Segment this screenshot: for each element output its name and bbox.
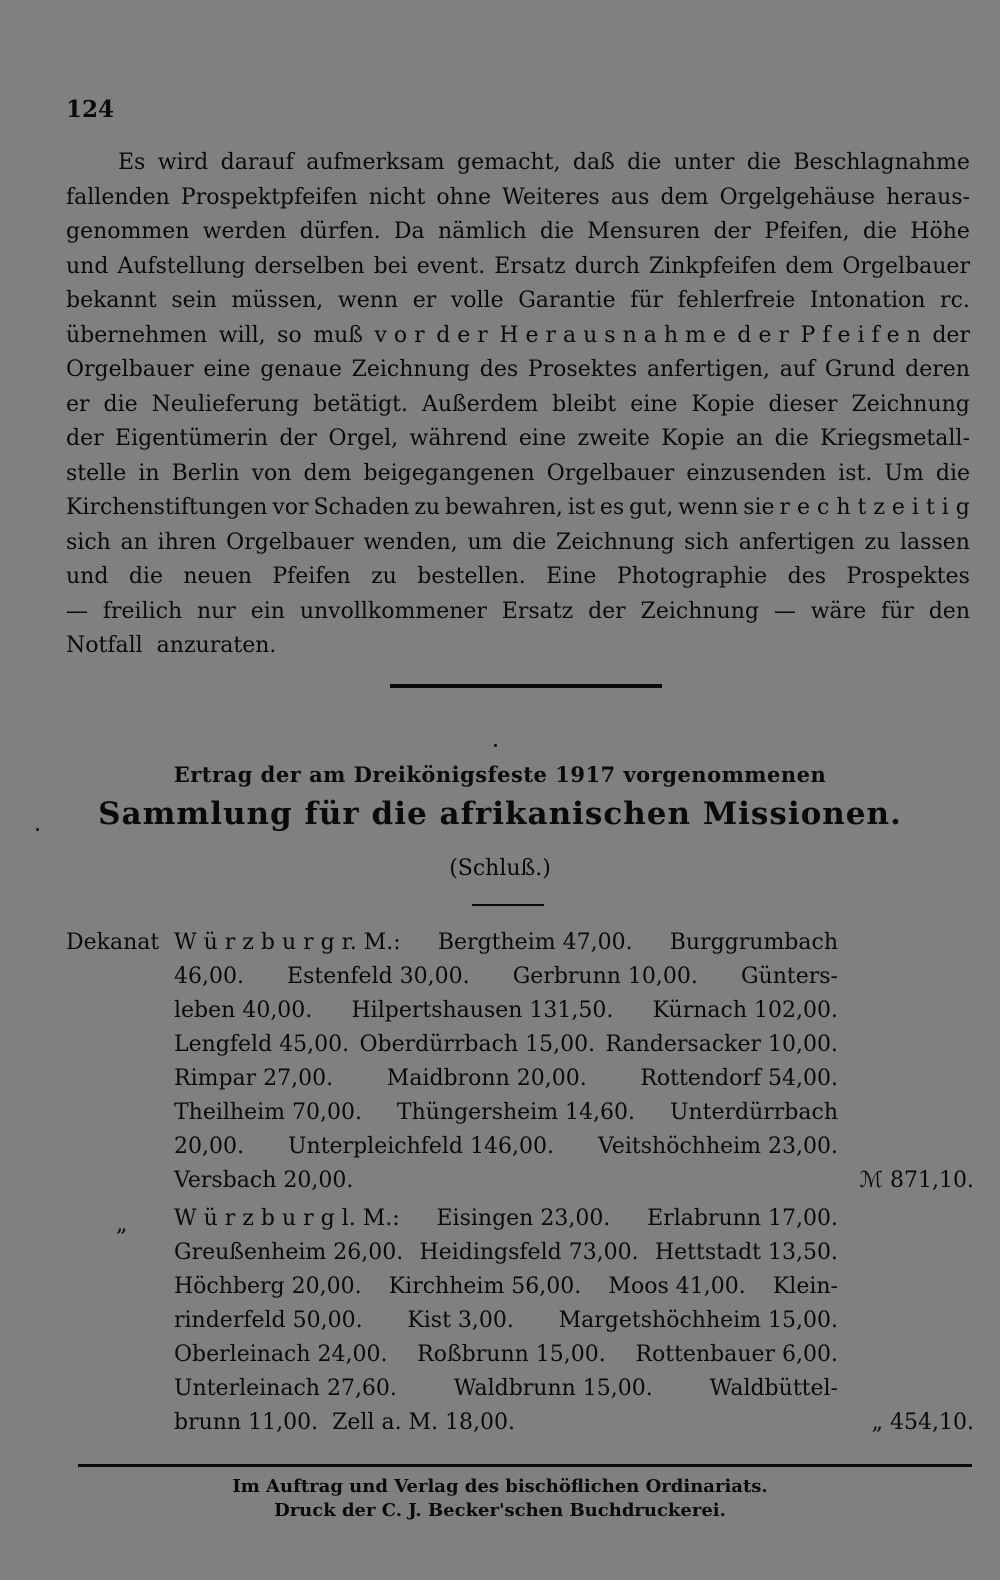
text-line bbox=[66, 319, 970, 354]
word: fehlerfreie bbox=[677, 288, 796, 313]
text-line bbox=[174, 960, 838, 994]
dekanat-label: Dekanat bbox=[66, 930, 160, 955]
word: Photographie bbox=[616, 564, 768, 589]
footer-printer: Druck der C. J. Becker'schen Buchdruckerei. bbox=[274, 1500, 726, 1521]
word: die bbox=[627, 150, 662, 175]
word: in bbox=[138, 460, 160, 486]
word: freilich bbox=[102, 598, 183, 624]
word: fallenden bbox=[66, 184, 170, 210]
text-line bbox=[174, 1304, 838, 1338]
word: daß bbox=[572, 150, 615, 175]
text-line bbox=[174, 1096, 838, 1130]
word: Rimpar 27,00. bbox=[174, 1066, 334, 1091]
word: Höchberg 20,00. bbox=[174, 1274, 362, 1299]
word: 46,00. bbox=[174, 964, 244, 989]
footer-divider bbox=[78, 1464, 972, 1467]
word: Aufstellung bbox=[117, 253, 246, 279]
word: der bbox=[66, 426, 104, 451]
word: um bbox=[467, 529, 503, 555]
text-line bbox=[66, 146, 970, 181]
word: Kriegsmetall- bbox=[820, 426, 970, 451]
word: Gerbrunn 10,00. bbox=[512, 964, 698, 989]
text-line bbox=[174, 1338, 838, 1372]
word: die bbox=[746, 150, 781, 175]
word: ein bbox=[250, 598, 285, 624]
word: sie bbox=[743, 495, 775, 520]
text-line bbox=[174, 1406, 838, 1440]
word: der bbox=[279, 426, 318, 451]
word: Rottendorf 54,00. bbox=[640, 1066, 838, 1091]
text-line bbox=[66, 526, 970, 561]
word: die bbox=[774, 426, 809, 451]
word: bekannt bbox=[66, 288, 157, 313]
heading-underline bbox=[472, 904, 544, 906]
word: übernehmen bbox=[66, 322, 208, 348]
word: Unterpleichfeld 146,00. bbox=[287, 1134, 554, 1159]
word: neuen bbox=[183, 564, 252, 589]
print-speck bbox=[494, 744, 497, 747]
word: Waldbüttel- bbox=[709, 1376, 838, 1401]
text-line bbox=[174, 1062, 838, 1096]
word: genommen bbox=[66, 219, 190, 244]
word: an bbox=[735, 426, 764, 451]
word: auf bbox=[779, 357, 816, 382]
word: bleibt bbox=[552, 391, 617, 417]
text-line bbox=[174, 994, 838, 1028]
word: Unterdürrbach bbox=[669, 1100, 838, 1125]
text-line bbox=[66, 215, 970, 250]
word: Kirchheim 56,00. bbox=[388, 1274, 582, 1299]
word: wenn bbox=[337, 288, 399, 313]
word: volle bbox=[450, 288, 504, 313]
word: — bbox=[66, 598, 88, 624]
word: Zeichnung bbox=[556, 529, 675, 555]
word: Mensuren bbox=[587, 219, 701, 244]
word: Eigentümerin bbox=[115, 426, 269, 451]
word: Zeichnung bbox=[351, 357, 471, 382]
word: Oberleinach 24,00. bbox=[174, 1342, 388, 1367]
text-line bbox=[174, 1236, 838, 1270]
word: durch bbox=[574, 253, 640, 279]
text-line bbox=[66, 422, 970, 457]
text-line bbox=[174, 1164, 838, 1198]
word: Unterleinach 27,60. bbox=[174, 1376, 397, 1401]
word: muß bbox=[313, 322, 363, 348]
word: Zeichnung bbox=[851, 391, 970, 417]
word: Hilpertshausen 131,50. bbox=[351, 998, 614, 1023]
word: wenn bbox=[678, 495, 739, 520]
word: Garantie bbox=[518, 288, 616, 313]
text-line bbox=[66, 181, 970, 216]
word: Zeichnung bbox=[640, 598, 759, 624]
wuerzburg-left-bank-list bbox=[174, 1202, 838, 1440]
word: Eine bbox=[546, 564, 597, 589]
word: der bbox=[713, 219, 752, 244]
word: Intonation bbox=[809, 288, 926, 313]
word: er bbox=[412, 288, 437, 313]
wuerzburg-right-bank-list bbox=[174, 926, 838, 1198]
word: brunn 11,00. bbox=[174, 1410, 319, 1435]
word: wird bbox=[157, 150, 209, 175]
text-line bbox=[174, 926, 838, 960]
word: Höhe bbox=[910, 219, 970, 244]
text-line bbox=[174, 1202, 838, 1236]
word: während bbox=[409, 426, 508, 451]
word: gemacht, bbox=[457, 150, 561, 175]
word: Prospektes bbox=[846, 564, 970, 589]
word: Versbach 20,00. bbox=[174, 1168, 354, 1193]
word: zu bbox=[371, 564, 397, 589]
word: Günters- bbox=[740, 964, 838, 989]
word: sich bbox=[684, 529, 729, 555]
text-line bbox=[66, 250, 970, 285]
collection-heading-conclusion: (Schluß.) bbox=[449, 856, 551, 881]
word: betätigt. bbox=[313, 391, 408, 417]
word: ist. bbox=[838, 460, 873, 486]
word: zweite bbox=[577, 426, 650, 451]
word: Moos 41,00. bbox=[608, 1274, 746, 1299]
word: v o r bbox=[374, 322, 425, 348]
word: und bbox=[66, 253, 109, 279]
text-line bbox=[66, 560, 970, 595]
word: wäre bbox=[810, 598, 867, 624]
collection-heading-line1: Ertrag der am Dreikönigsfeste 1917 vorgenommenen bbox=[173, 762, 827, 787]
word: Erlabrunn 17,00. bbox=[647, 1206, 838, 1231]
text-line bbox=[66, 457, 970, 492]
word: — bbox=[773, 598, 796, 624]
word: Schaden bbox=[313, 495, 410, 520]
text-line bbox=[66, 284, 970, 319]
word: Waldbrunn 15,00. bbox=[453, 1376, 653, 1401]
word: Ersatz bbox=[494, 253, 566, 279]
word: Kürnach 102,00. bbox=[652, 998, 838, 1023]
word: sein bbox=[171, 288, 217, 313]
text-line bbox=[66, 491, 970, 526]
word: Veitshöchheim 23,00. bbox=[597, 1134, 838, 1159]
word: den bbox=[928, 598, 970, 624]
word: Es bbox=[118, 150, 146, 175]
word: bestellen. bbox=[417, 564, 526, 589]
word: so bbox=[277, 322, 302, 348]
word: Rottenbauer 6,00. bbox=[635, 1342, 838, 1367]
word: Margetshöchheim 15,00. bbox=[558, 1308, 838, 1333]
word: Zinkpfeifen bbox=[648, 253, 777, 279]
word: Beschlagnahme bbox=[793, 150, 970, 175]
footer-publisher: Im Auftrag und Verlag des bischöflichen Ordinariats. bbox=[232, 1476, 768, 1497]
word: müssen, bbox=[231, 288, 324, 313]
word: unter bbox=[673, 150, 735, 175]
word: Oberdürrbach 15,00. bbox=[359, 1032, 596, 1057]
word: bei bbox=[373, 253, 408, 279]
text-line bbox=[174, 1130, 838, 1164]
ditto-mark: „ bbox=[116, 1212, 128, 1237]
word: Notfall bbox=[66, 633, 143, 658]
word: H e r a u s n a h m e bbox=[499, 322, 726, 348]
word: W ü r z b u r g l. M.: bbox=[174, 1206, 400, 1231]
word: Greußenheim 26,00. bbox=[174, 1240, 404, 1265]
word: der bbox=[588, 598, 626, 624]
word: unvollkommener bbox=[299, 598, 487, 624]
word: Orgelbauer bbox=[226, 529, 354, 555]
word: die bbox=[935, 460, 970, 486]
word: eine bbox=[518, 426, 567, 451]
word: Neulieferung bbox=[151, 391, 300, 417]
text-line bbox=[66, 595, 970, 630]
section-divider bbox=[390, 684, 662, 688]
word: ist bbox=[567, 495, 595, 520]
word: Thüngersheim 14,60. bbox=[396, 1100, 636, 1125]
word: gut, bbox=[629, 495, 674, 520]
word: heraus- bbox=[886, 184, 970, 210]
word: die bbox=[862, 219, 898, 244]
word: anzuraten. bbox=[156, 633, 277, 658]
word: bewahren, bbox=[444, 495, 563, 520]
word: aufmerksam bbox=[306, 150, 445, 175]
word: genaue bbox=[260, 357, 342, 382]
word: wenden, bbox=[363, 529, 458, 555]
word: Zell a. M. 18,00. bbox=[332, 1410, 516, 1435]
word: anfertigen bbox=[738, 529, 855, 555]
word: P f e i f e n bbox=[800, 322, 921, 348]
word: die bbox=[539, 219, 575, 244]
word: Prosektes bbox=[527, 357, 638, 382]
word: vor bbox=[272, 495, 309, 520]
word: Roßbrunn 15,00. bbox=[417, 1342, 606, 1367]
word: von bbox=[251, 460, 292, 486]
word: des bbox=[787, 564, 827, 589]
word: Heidingsfeld 73,00. bbox=[419, 1240, 639, 1265]
wuerzburg-right-bank-total: ℳ 871,10. bbox=[859, 1168, 974, 1193]
word: dem bbox=[785, 253, 834, 279]
word: die bbox=[128, 564, 163, 589]
word: beigegangenen bbox=[363, 460, 535, 486]
word: Kist 3,00. bbox=[407, 1308, 514, 1333]
word: und bbox=[66, 564, 109, 589]
word: anfertigen, bbox=[646, 357, 771, 382]
word: des bbox=[479, 357, 519, 382]
word: Prospektpfeifen bbox=[180, 184, 358, 210]
page-number: 124 bbox=[66, 96, 115, 123]
word: Burggrumbach bbox=[669, 930, 838, 955]
word: dem bbox=[303, 460, 352, 486]
text-line bbox=[174, 1270, 838, 1304]
word: event. bbox=[416, 253, 486, 279]
word: Maidbronn 20,00. bbox=[386, 1066, 587, 1091]
word: Theilheim 70,00. bbox=[174, 1100, 362, 1125]
word: dieser bbox=[768, 391, 838, 417]
word: die bbox=[512, 529, 547, 555]
word: d e r bbox=[436, 322, 488, 348]
word: Ersatz bbox=[501, 598, 574, 624]
word: die bbox=[103, 391, 138, 417]
word: leben 40,00. bbox=[174, 998, 313, 1023]
word: zu bbox=[864, 529, 891, 555]
word: rinderfeld 50,00. bbox=[174, 1308, 363, 1333]
word: Orgel, bbox=[328, 426, 399, 451]
word: sich bbox=[66, 529, 111, 555]
word: Um bbox=[884, 460, 924, 486]
word: d e r bbox=[737, 322, 790, 348]
word: Eisingen 23,00. bbox=[436, 1206, 611, 1231]
word: aus bbox=[610, 184, 650, 210]
word: nur bbox=[197, 598, 236, 624]
body-paragraph bbox=[66, 146, 970, 664]
word: Bergtheim 47,00. bbox=[437, 930, 633, 955]
word: ihren bbox=[157, 529, 217, 555]
word: rc. bbox=[940, 288, 970, 313]
wuerzburg-left-bank-total: „ 454,10. bbox=[871, 1410, 974, 1435]
word: 20,00. bbox=[174, 1134, 244, 1159]
word: Kopie bbox=[661, 426, 725, 451]
word: Orgelgehäuse bbox=[719, 184, 876, 210]
word: dem bbox=[660, 184, 709, 210]
word: Estenfeld 30,00. bbox=[287, 964, 470, 989]
word: r e c h t z e i t i g bbox=[779, 495, 970, 520]
word: Grund bbox=[824, 357, 896, 382]
word: eine bbox=[630, 391, 678, 417]
text-line bbox=[66, 388, 970, 423]
word: Pfeifen, bbox=[764, 219, 850, 244]
text-line bbox=[174, 1028, 838, 1062]
word: Kopie bbox=[691, 391, 755, 417]
word: Kirchenstiftungen bbox=[66, 495, 268, 520]
word: Weiteres bbox=[502, 184, 600, 210]
text-line bbox=[174, 1372, 838, 1406]
word: zu bbox=[414, 495, 441, 520]
word: Da bbox=[393, 219, 425, 244]
word: darauf bbox=[220, 150, 294, 175]
collection-heading-title: Sammlung für die afrikanischen Missionen. bbox=[98, 796, 902, 832]
word: er bbox=[66, 391, 90, 417]
word: Orgelbauer bbox=[842, 253, 970, 279]
word: Orgelbauer bbox=[546, 460, 675, 486]
word: Pfeifen bbox=[272, 564, 351, 589]
word: Klein- bbox=[772, 1274, 838, 1299]
word: Orgelbauer bbox=[66, 357, 194, 382]
word: werden bbox=[202, 219, 287, 244]
word: stelle bbox=[66, 460, 127, 486]
word: lassen bbox=[900, 529, 970, 555]
word: eine bbox=[203, 357, 251, 382]
word: der bbox=[932, 322, 970, 348]
word: Außerdem bbox=[421, 391, 539, 417]
word: einzusenden bbox=[686, 460, 827, 486]
text-line bbox=[66, 629, 970, 664]
word: es bbox=[599, 495, 625, 520]
word: will, bbox=[218, 322, 266, 348]
word: für bbox=[881, 598, 914, 624]
word: ohne bbox=[436, 184, 492, 210]
word: Lengfeld 45,00. bbox=[174, 1032, 350, 1057]
word: deren bbox=[905, 357, 970, 382]
word: W ü r z b u r g r. M.: bbox=[174, 930, 401, 955]
word: nämlich bbox=[437, 219, 527, 244]
word: Hettstadt 13,50. bbox=[654, 1240, 838, 1265]
word: dürfen. bbox=[299, 219, 381, 244]
text-line bbox=[66, 353, 970, 388]
word: für bbox=[630, 288, 664, 313]
word: derselben bbox=[254, 253, 365, 279]
word: Randersacker 10,00. bbox=[605, 1032, 838, 1057]
word: nicht bbox=[368, 184, 426, 210]
word: Berlin bbox=[171, 460, 240, 486]
word: an bbox=[120, 529, 148, 555]
